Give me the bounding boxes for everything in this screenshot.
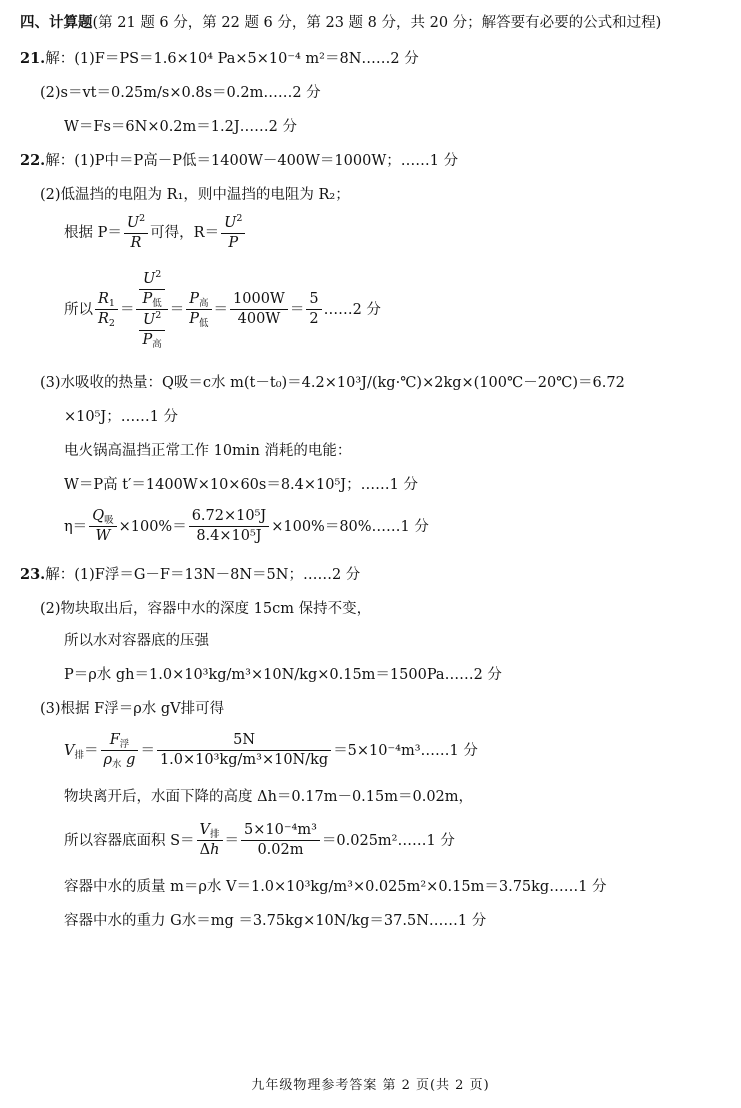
q22-l3-mid: 可得，R＝ — [150, 225, 220, 241]
q23-line-1 — [20, 566, 360, 584]
section-header — [20, 14, 661, 32]
fraction-r1-over-r2: $R_1$ $R_2$ — [95, 291, 118, 328]
q22-l3-prefix: 根据 P＝ — [64, 225, 122, 241]
q22-l4-score: ……2 分 — [323, 301, 381, 318]
q22-line-9 — [64, 508, 429, 545]
q22-line-3 — [64, 214, 247, 252]
q23-line-8: 所以容器底面积 S＝ $V_排$ Δh ＝ 5×10⁻⁴m³ 0.02m ＝0.025m²……1 分 — [64, 822, 455, 858]
q23-l8-tail: ＝0.025m²……1 分 — [321, 832, 455, 849]
page-footer: 九年级物理参考答案 第 2 页(共 2 页) — [251, 1078, 490, 1093]
fraction-p-high-over-p-low: $P_高$ $P_低$ — [186, 291, 211, 328]
q23-line-10: 容器中水的重力 G水＝mg ＝3.75kg×10N/kg＝37.5N……1 分 — [64, 913, 487, 929]
q21-label: 21. — [20, 50, 46, 67]
q23-line-4: P＝ρ水 gh＝1.0×10³kg/m³×10N/kg×0.15m＝1500Pa……2 分 — [64, 667, 502, 683]
q22-line-6: ×10⁵J；……1 分 — [64, 409, 179, 425]
q23-line-9: 容器中水的质量 m＝ρ水 V＝1.0×10³kg/m³×0.025m²×0.15m＝3.75kg……1 分 — [64, 879, 607, 895]
q22-line-4: 所以 $R_1$ $R_2$ ＝ $U^2$ $P_低$ $U^2$ $P_高$ ＝ $P_高$ $P_低$ ＝ 1000W 400W ＝ 5 2 ……2 分 — [64, 269, 381, 350]
section-title: 四、计算题 — [20, 14, 93, 31]
fraction-u2-over-p: $U^2$ P — [221, 214, 245, 252]
q23-line-2: (2)物块取出后，容器中水的深度 15cm 保持不变， — [40, 601, 372, 617]
q23-line-6: $V_排=$ $F_浮$ $\rho_水$ g ＝ 5N 1.0×10³kg/m³×10N/kg ＝5×10⁻⁴m³……1 分 — [64, 732, 478, 770]
q23-l6-tail: ＝5×10⁻⁴m³……1 分 — [333, 742, 478, 759]
q22-line-7: 电火锅高温挡正常工作 10min 消耗的电能： — [64, 443, 352, 459]
q22-l4-eq1: ＝ — [119, 301, 135, 318]
q22-line-5: (3)水吸收的热量：Q吸＝c水 m(t－t₀)＝4.2×10³J/(kg·℃)×2kg×(100℃－20℃)＝6.72 — [40, 375, 625, 391]
fraction-5-over-2: 5 2 — [306, 291, 321, 328]
fraction-1000-over-400: 1000W 400W — [230, 291, 288, 328]
q22-l4-eq2: ＝ — [213, 301, 229, 318]
q23-step1: 解：(1)F浮＝G－F＝13N－8N＝5N；……2 分 — [45, 567, 361, 583]
q23-l8-prefix: 所以容器底面积 S＝ — [64, 832, 195, 849]
section-note: (第 21 题 6 分，第 22 题 6 分，第 23 题 8 分，共 20 分；解答要有必要的公式和过程) — [92, 15, 662, 31]
fraction-q-over-w: $Q_吸$ W — [89, 508, 116, 545]
q22-l4-prefix: 所以 — [64, 301, 93, 318]
q23-line-5: (3)根据 F浮＝ρ水 gV排可得 — [40, 701, 225, 717]
q22-step1: 解：(1)P中＝P高－P低＝1400W－400W＝1000W；……1 分 — [45, 153, 459, 169]
fraction-volume: 5N 1.0×10³kg/m³×10N/kg — [157, 732, 331, 769]
q23-line-3: 所以水对容器底的压强 — [64, 633, 209, 649]
q22-l9-prefix: η＝ — [64, 518, 88, 535]
q21-line-2: (2)s＝vt＝0.25m/s×0.8s＝0.2m……2 分 — [40, 85, 321, 101]
compound-fraction: $U^2$ $P_低$ $U^2$ $P_高$ — [136, 270, 167, 349]
q23-label: 23. — [20, 566, 46, 583]
q22-l9-tail: ×100%＝80%……1 分 — [271, 518, 429, 535]
fraction-area: 5×10⁻⁴m³ 0.02m — [241, 822, 320, 859]
q22-line-8: W＝P高 t′＝1400W×10×60s＝8.4×10⁵J；……1 分 — [64, 477, 418, 493]
q22-line-1 — [20, 152, 458, 170]
q22-l9-mid: ×100%＝ — [118, 518, 187, 535]
fraction-efficiency: $\frac{\text{6.72×10⁵J}}{\text{8.4×10⁵J}}$ — [189, 508, 270, 545]
fraction-f-over-rho-g: $F_浮$ $\rho_水$ g — [101, 732, 139, 769]
q22-line-2: (2)低温挡的电阻为 R₁，则中温挡的电阻为 R₂； — [40, 187, 350, 203]
q22-label: 22. — [20, 152, 46, 169]
q21-step1: 解：(1)F＝PS＝1.6×10⁴ Pa×5×10⁻⁴ m²＝8N……2 分 — [45, 51, 419, 67]
q21-line-1 — [20, 50, 419, 68]
q21-line-3: W＝Fs＝6N×0.2m＝1.2J……2 分 — [64, 119, 297, 135]
fraction-u2-over-r: $U^2$ R — [124, 214, 148, 252]
q23-line-7: 物块离开后，水面下降的高度 Δh＝0.17m－0.15m＝0.02m， — [64, 789, 474, 805]
fraction-v-over-dh: $V_排$ Δh — [197, 822, 223, 859]
